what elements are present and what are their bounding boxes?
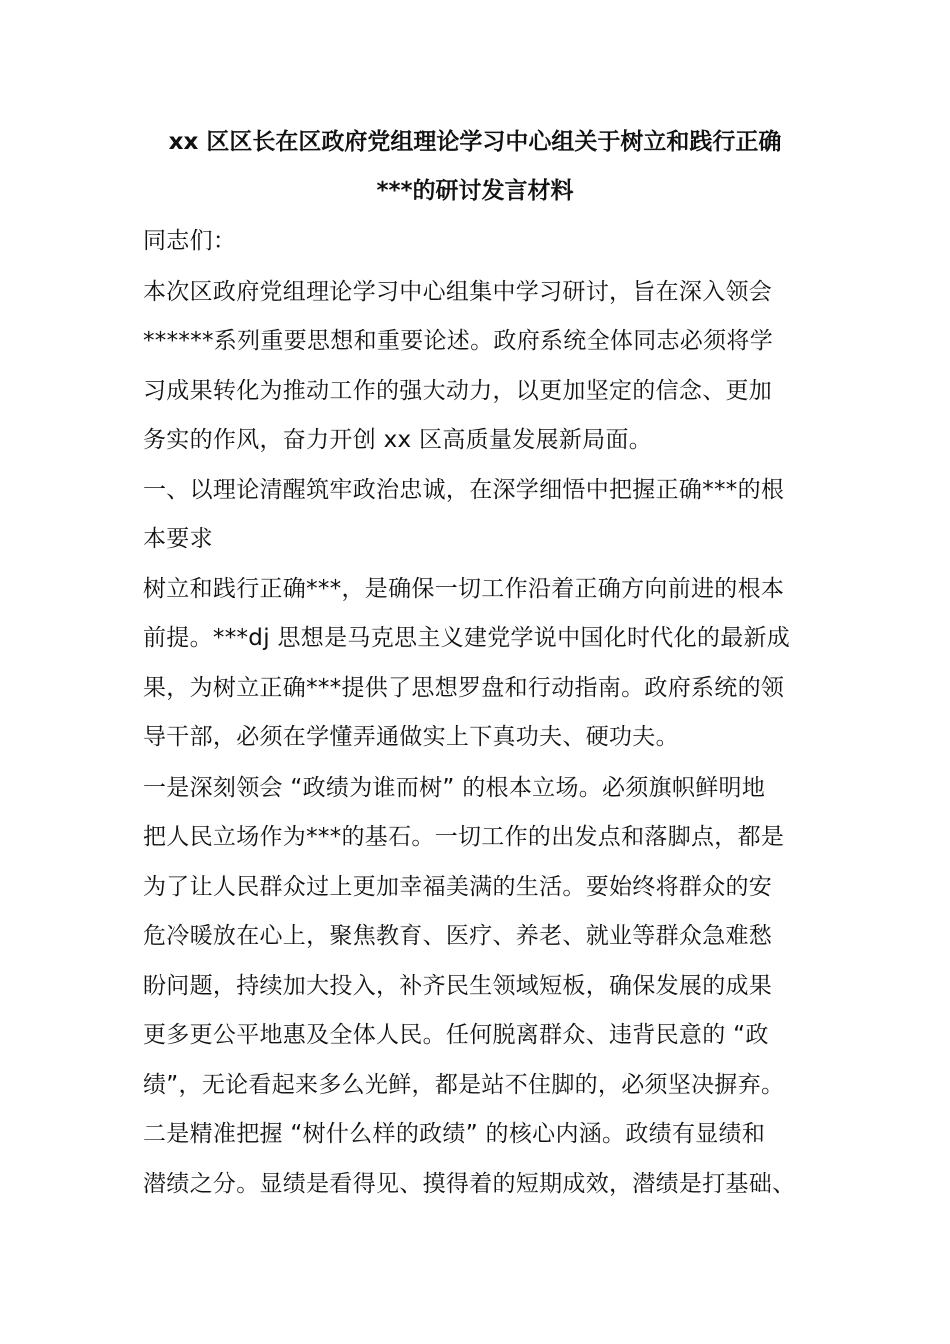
document-title-line-1: xx 区区长在区政府党组理论学习中心组关于树立和践行正确 — [168, 129, 782, 155]
document-title-line-2: ***的研讨发言材料 — [376, 178, 574, 204]
body-line: 更多更公平地惠及全体人民。任何脱离群众、违背民意的 “政 — [143, 1022, 769, 1048]
body-line: ******系列重要思想和重要论述。政府系统全体同志必须将学 — [143, 328, 773, 354]
section-heading: 本要求 — [143, 526, 213, 552]
body-line: 一是深刻领会 “政绩为谁而树” 的根本立场。必须旗帜鲜明地 — [143, 775, 766, 801]
salutation: 同志们： — [143, 228, 237, 254]
section-heading: 一、以理论清醒筑牢政治忠诚，在深学细悟中把握正确***的根 — [143, 477, 785, 503]
body-line: 为了让人民群众过上更加幸福美满的生活。要始终将群众的安 — [143, 874, 773, 900]
body-line: 树立和践行正确***，是确保一切工作沿着正确方向前进的根本 — [143, 576, 785, 602]
body-line: 导干部，必须在学懂弄通做实上下真功夫、硬功夫。 — [143, 724, 679, 750]
body-line: 把人民立场作为***的基石。一切工作的出发点和落脚点，都是 — [143, 824, 785, 850]
body-line: 务实的作风，奋力开创 xx 区高质量发展新局面。 — [143, 427, 653, 453]
body-line: 二是精准把握 “树什么样的政绩” 的核心内涵。政绩有显绩和 — [143, 1121, 766, 1147]
body-line: 果，为树立正确***提供了思想罗盘和行动指南。政府系统的领 — [143, 675, 785, 701]
body-line: 前提。***dj 思想是马克思主义建党学说中国化时代化的最新成 — [143, 625, 791, 651]
body-line: 潜绩之分。显绩是看得见、摸得着的短期成效，潜绩是打基础、 — [143, 1171, 796, 1197]
body-line: 危冷暖放在心上，聚焦教育、医疗、养老、就业等群众急难愁 — [143, 923, 773, 949]
body-line: 盼问题，持续加大投入，补齐民生领域短板，确保发展的成果 — [143, 973, 773, 999]
body-line: 绩”，无论看起来多么光鲜，都是站不住脚的，必须坚决摒弃。 — [143, 1072, 785, 1098]
body-line: 习成果转化为推动工作的强大动力，以更加坚定的信念、更加 — [143, 378, 773, 404]
body-line: 本次区政府党组理论学习中心组集中学习研讨，旨在深入领会 — [143, 279, 773, 305]
